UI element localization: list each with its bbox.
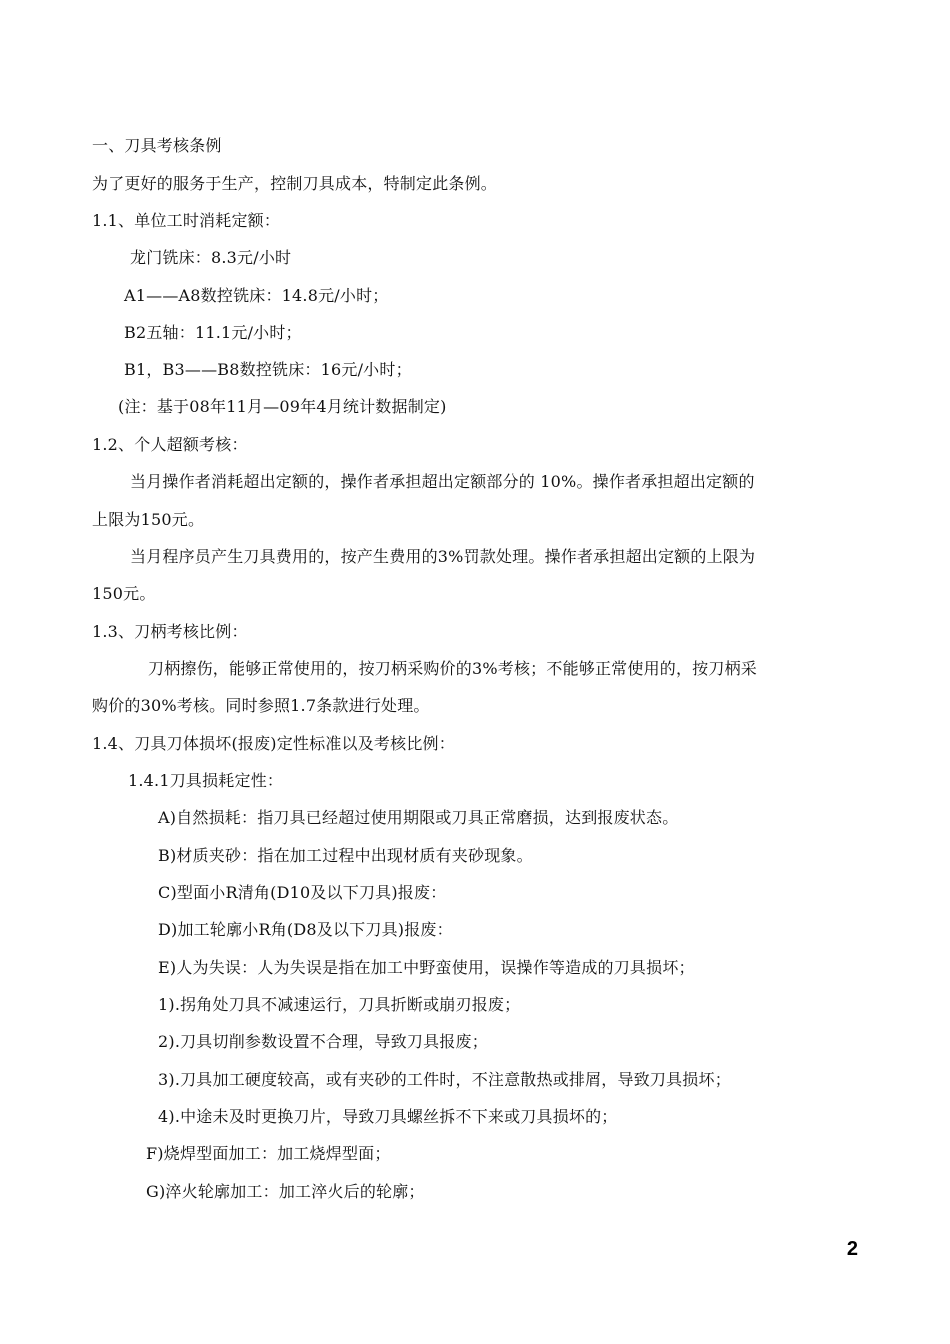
page-number: 2 xyxy=(846,1238,858,1260)
list-item: G)淬火轮廓加工：加工淬火后的轮廓； xyxy=(146,1182,425,1201)
list-item: 2).刀具切削参数设置不合理，导致刀具报废； xyxy=(158,1032,488,1051)
paragraph-line: 当月操作者消耗超出定额的，操作者承担超出定额部分的 10%。操作者承担超出定额的 xyxy=(130,472,755,491)
rate-note: (注：基于08年11月—09年4月统计数据制定) xyxy=(118,397,447,416)
list-item: F)烧焊型面加工：加工烧焊型面； xyxy=(146,1144,391,1163)
heading-1-2: 1.2、个人超额考核： xyxy=(92,435,248,454)
rate-item: A1——A8数控铣床：14.8元/小时； xyxy=(124,286,389,305)
list-item: 3).刀具加工硬度较高，或有夹砂的工件时，不注意散热或排屑，导致刀具损坏； xyxy=(158,1070,731,1089)
heading-1-1: 1.1、单位工时消耗定额： xyxy=(92,211,281,230)
list-item: D)加工轮廓小R角(D8及以下刀具)报废： xyxy=(158,920,453,939)
section-title: 一、刀具考核条例 xyxy=(92,136,222,155)
rate-item: B1，B3——B8数控铣床：16元/小时； xyxy=(124,360,412,379)
sub-heading-1-4-1: 1.4.1刀具损耗定性： xyxy=(128,771,284,790)
list-item: 4).中途未及时更换刀片，导致刀具螺丝拆不下来或刀具损坏的； xyxy=(158,1107,618,1126)
paragraph-line: 购价的30%考核。同时参照1.7条款进行处理。 xyxy=(92,696,430,715)
paragraph-line: 当月程序员产生刀具费用的，按产生费用的3%罚款处理。操作者承担超出定额的上限为 xyxy=(130,547,756,566)
intro-paragraph: 为了更好的服务于生产，控制刀具成本，特制定此条例。 xyxy=(92,174,498,193)
heading-1-3: 1.3、刀柄考核比例： xyxy=(92,622,248,641)
list-item: A)自然损耗：指刀具已经超过使用期限或刀具正常磨损，达到报废状态。 xyxy=(158,808,679,827)
paragraph-line: 刀柄擦伤，能够正常使用的，按刀柄采购价的3%考核；不能够正常使用的，按刀柄采 xyxy=(148,659,757,678)
heading-1-4: 1.4、刀具刀体损坏(报废)定性标准以及考核比例： xyxy=(92,734,455,753)
paragraph-line: 上限为150元。 xyxy=(92,510,205,529)
list-item: 1).拐角处刀具不减速运行，刀具折断或崩刃报废； xyxy=(158,995,521,1014)
list-item: B)材质夹砂：指在加工过程中出现材质有夹砂现象。 xyxy=(158,846,533,865)
paragraph-line: 150元。 xyxy=(92,584,156,603)
rate-item: B2五轴：11.1元/小时； xyxy=(124,323,302,342)
list-item: E)人为失误：人为失误是指在加工中野蛮使用，误操作等造成的刀具损坏； xyxy=(158,958,695,977)
rate-item: 龙门铣床：8.3元/小时 xyxy=(130,248,292,267)
list-item: C)型面小R清角(D10及以下刀具)报废： xyxy=(158,883,447,902)
